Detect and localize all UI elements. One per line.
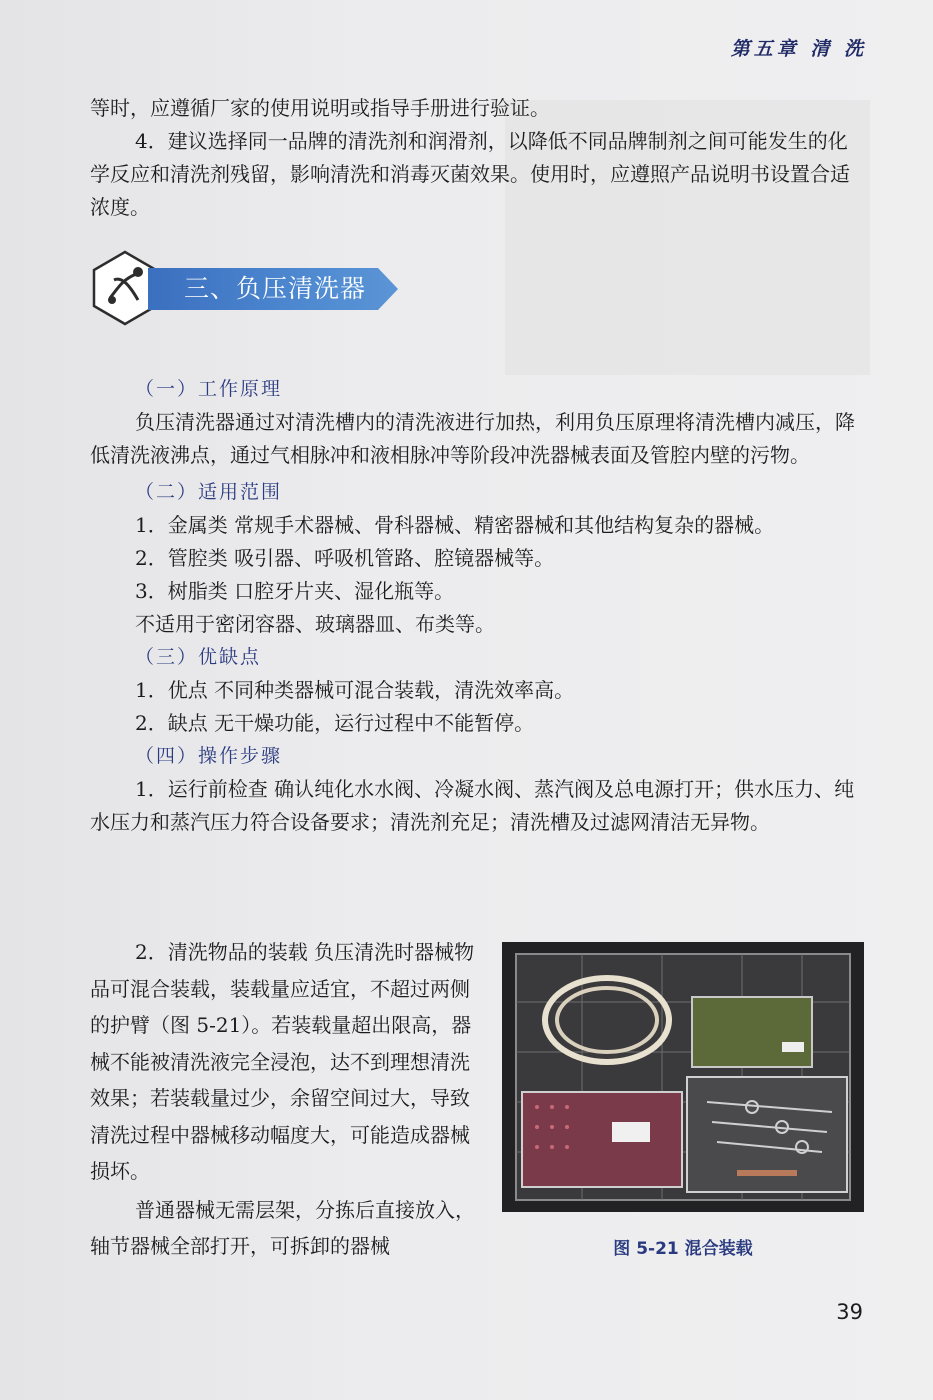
subheading-principle: （一）工作原理 (135, 378, 283, 400)
paragraph-verification: 等时，应遵循厂家的使用说明或指导手册进行验证。 (90, 96, 550, 120)
paragraph-detergent-brand: 4．建议选择同一品牌的清洗剂和润滑剂，以降低不同品牌制剂之间可能发生的化学反应和清洗剂残留，影响清洗和消毒灭菌效果。使用时，应遵照产品说明书设置合适浓度。 (90, 129, 850, 219)
washer-rack-illustration (502, 942, 864, 1212)
section-banner (92, 250, 397, 328)
running-header: 第五章 清 洗 (730, 38, 867, 60)
subheading-scope: （二）适用范围 (135, 481, 283, 503)
subheading-pros-cons: （三）优缺点 (135, 646, 262, 668)
paragraph-general-instruments: 普通器械无需层架，分拣后直接放入，轴节器械全部打开，可拆卸的器械 (90, 1197, 475, 1258)
wrapped-text-block (90, 934, 475, 1265)
section-title: 三、负压清洗器 (184, 274, 367, 303)
paragraph-precheck: 1．运行前检查 确认纯化水水阀、冷凝水阀、蒸汽阀及总电源打开；供水压力、纯水压力和蒸汽压力符合设备要求；清洗剂充足；清洗槽及过滤网清洁无异物。 (90, 777, 855, 834)
figure-caption: 图 5-21 混合装载 (613, 1239, 753, 1259)
mixed-loading-photo (502, 942, 864, 1212)
paragraph-principle: 负压清洗器通过对清洗槽内的清洗液进行加热，利用负压原理将清洗槽内减压，降低清洗液沸点，通过气相脉冲和液相脉冲等阶段冲洗器械表面及管腔内壁的污物。 (90, 410, 855, 467)
subheading-steps: （四）操作步骤 (135, 745, 283, 767)
paragraph-pros: 1．优点 不同种类器械可混合装载，清洗效率高。 (135, 678, 575, 702)
paragraph-loading: 2．清洗物品的装载 负压清洗时器械物品可混合装载，装载量应适宜，不超过两侧的护臂（图 5-21）。若装载量超出限高，器械不能被清洗液完全浸泡，达不到理想清洗效果；若装载量过少，余留空间过大，导致清洗过程中器械移动幅度大，可能造成器械损坏。 (90, 940, 475, 1183)
page-number: 39 (836, 1300, 863, 1324)
paragraph-metal: 1．金属类 常规手术器械、骨科器械、精密器械和其他结构复杂的器械。 (135, 513, 775, 537)
paragraph-cons: 2．缺点 无干燥功能，运行过程中不能暂停。 (135, 711, 535, 735)
paragraph-resin: 3．树脂类 口腔牙片夹、湿化瓶等。 (135, 579, 455, 603)
body-block (90, 373, 866, 839)
paragraph-lumen: 2．管腔类 吸引器、呼吸机管路、腔镜器械等。 (135, 546, 555, 570)
intro-block (90, 92, 866, 224)
paragraph-not-applicable: 不适用于密闭容器、玻璃器皿、布类等。 (135, 612, 495, 636)
